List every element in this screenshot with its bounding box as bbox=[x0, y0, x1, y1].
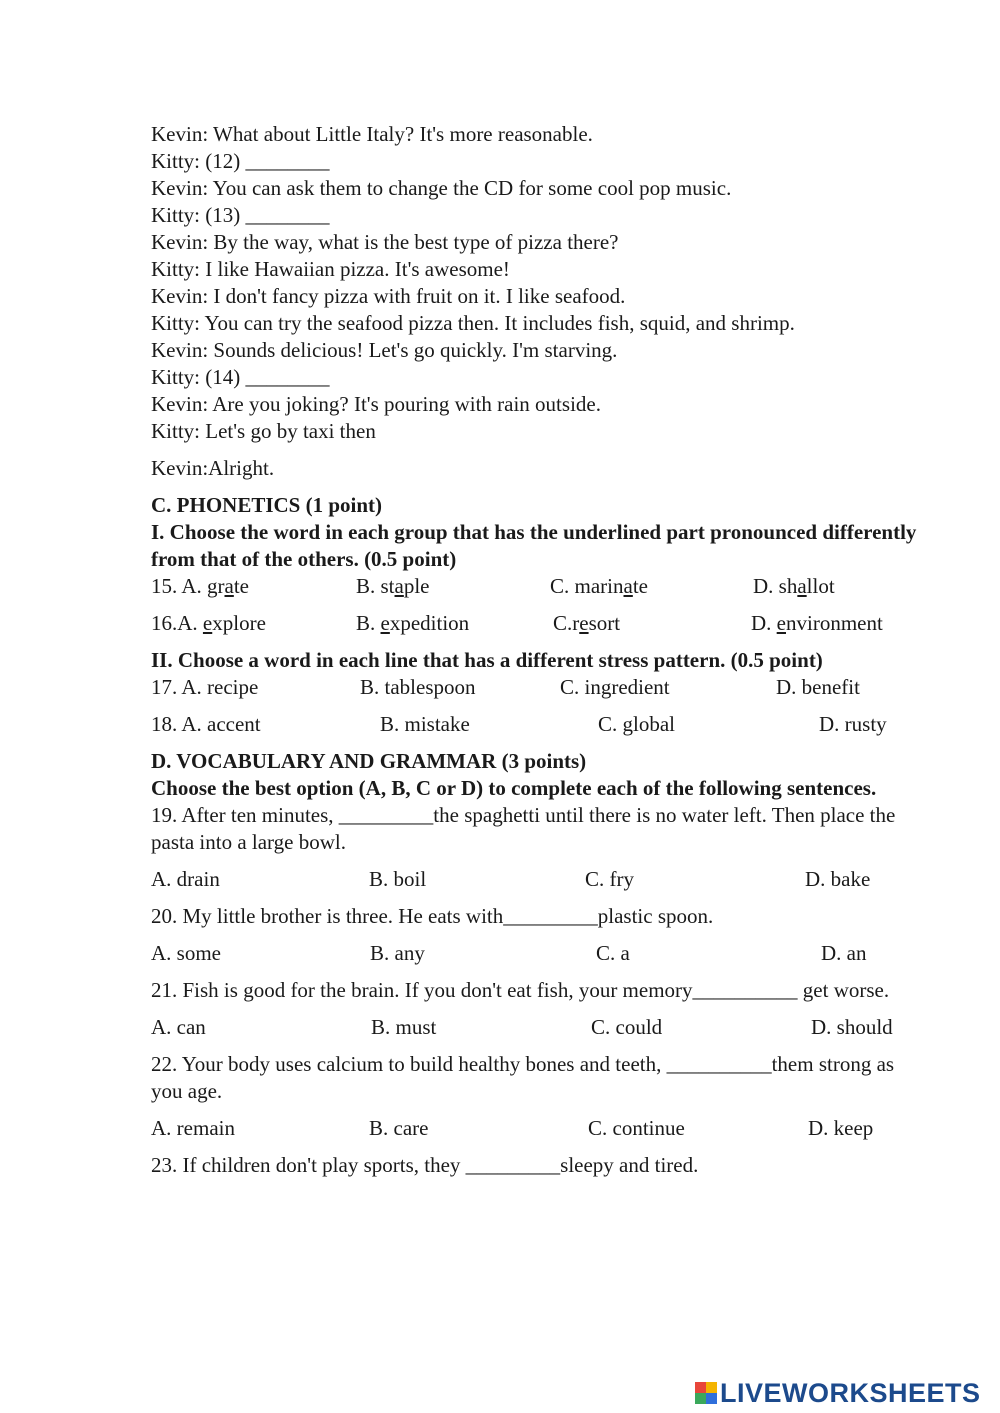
dialogue-line: Kevin: What about Little Italy? It's more reasonable. bbox=[151, 122, 593, 146]
q18-option-b[interactable]: B. mistake bbox=[380, 712, 470, 736]
question-18 bbox=[151, 711, 921, 738]
q22-option-a[interactable]: A. remain bbox=[151, 1116, 235, 1140]
q19-option-c[interactable]: C. fry bbox=[585, 867, 634, 891]
question-19-text: 19. After ten minutes, _________the spaghetti until there is no water left. Then place the pasta into a large bowl. bbox=[151, 803, 896, 854]
q20-option-b[interactable]: B. any bbox=[370, 941, 425, 965]
question-21-options bbox=[151, 1014, 921, 1041]
dialogue bbox=[151, 121, 921, 482]
q17-option-a[interactable]: 17. A. recipe bbox=[151, 675, 259, 699]
q15-option-c[interactable]: C. marinate bbox=[550, 574, 648, 598]
liveworksheets-logo[interactable] bbox=[695, 1376, 981, 1410]
question-17 bbox=[151, 674, 921, 701]
q17-option-c[interactable]: C. ingredient bbox=[560, 675, 670, 699]
q22-option-d[interactable]: D. keep bbox=[808, 1116, 874, 1140]
question-23-text: 23. If children don't play sports, they _________sleepy and tired. bbox=[151, 1153, 699, 1177]
q15-option-d[interactable]: D. shallot bbox=[753, 574, 835, 598]
q22-option-b[interactable]: B. care bbox=[369, 1116, 429, 1140]
section-d-title: D. VOCABULARY AND GRAMMAR (3 points) bbox=[151, 749, 587, 773]
q18-option-a[interactable]: 18. A. accent bbox=[151, 712, 261, 736]
phonetics-part2-title: II. Choose a word in each line that has a different stress pattern. (0.5 point) bbox=[151, 648, 823, 672]
q16-option-c[interactable]: C.resort bbox=[553, 611, 621, 635]
q22-option-c[interactable]: C. continue bbox=[588, 1116, 685, 1140]
q21-option-a[interactable]: A. can bbox=[151, 1015, 206, 1039]
liveworksheets-logo-text: LIVEWORKSHEETS bbox=[720, 1377, 981, 1408]
question-16 bbox=[151, 610, 921, 637]
q15-option-a[interactable]: 15. A. grate bbox=[151, 574, 249, 598]
q17-option-b[interactable]: B. tablespoon bbox=[360, 675, 476, 699]
question-22-text: 22. Your body uses calcium to build healthy bones and teeth, __________them strong as you age. bbox=[151, 1052, 895, 1103]
question-21-text: 21. Fish is good for the brain. If you don't eat fish, your memory__________ get worse. bbox=[151, 978, 890, 1002]
question-15 bbox=[151, 573, 921, 600]
q18-option-c[interactable]: C. global bbox=[598, 712, 675, 736]
q17-option-d[interactable]: D. benefit bbox=[776, 675, 860, 699]
grammar-instruction: Choose the best option (A, B, C or D) to complete each of the following sentences. bbox=[151, 776, 877, 800]
section-c-title: C. PHONETICS (1 point) bbox=[151, 493, 383, 517]
dialogue-line: Kitty: I like Hawaiian pizza. It's awesome! bbox=[151, 257, 510, 281]
q16-option-a[interactable]: 16.A. explore bbox=[151, 611, 266, 635]
dialogue-line: Kitty: You can try the seafood pizza then. It includes fish, squid, and shrimp. bbox=[151, 311, 795, 335]
q19-option-a[interactable]: A. drain bbox=[151, 867, 220, 891]
dialogue-line: Kitty: Let's go by taxi then bbox=[151, 419, 376, 443]
dialogue-line: Kevin: By the way, what is the best type of pizza there? bbox=[151, 230, 619, 254]
q21-option-b[interactable]: B. must bbox=[371, 1015, 437, 1039]
dialogue-line: Kevin: Sounds delicious! Let's go quickly. I'm starving. bbox=[151, 338, 618, 362]
question-22-options bbox=[151, 1115, 921, 1142]
q16-option-b[interactable]: B. expedition bbox=[356, 611, 470, 635]
logo-square-green bbox=[695, 1393, 706, 1404]
q20-option-a[interactable]: A. some bbox=[151, 941, 221, 965]
question-19-options bbox=[151, 866, 921, 893]
question-20-text: 20. My little brother is three. He eats with_________plastic spoon. bbox=[151, 904, 714, 928]
dialogue-line-blank-12[interactable]: Kitty: (12) ________ bbox=[151, 149, 330, 173]
dialogue-line: Kevin:Alright. bbox=[151, 456, 275, 480]
q15-option-b[interactable]: B. staple bbox=[356, 574, 430, 598]
q16-option-d[interactable]: D. environment bbox=[751, 611, 883, 635]
q21-option-d[interactable]: D. should bbox=[811, 1015, 893, 1039]
q20-option-c[interactable]: C. a bbox=[596, 941, 630, 965]
liveworksheets-logo-icon bbox=[695, 1382, 717, 1404]
dialogue-line: Kevin: Are you joking? It's pouring with rain outside. bbox=[151, 392, 601, 416]
q19-option-d[interactable]: D. bake bbox=[805, 867, 871, 891]
dialogue-line: Kevin: I don't fancy pizza with fruit on it. I like seafood. bbox=[151, 284, 626, 308]
q19-option-b[interactable]: B. boil bbox=[369, 867, 427, 891]
q20-option-d[interactable]: D. an bbox=[821, 941, 867, 965]
logo-square-yellow bbox=[706, 1382, 717, 1393]
dialogue-line-blank-14[interactable]: Kitty: (14) ________ bbox=[151, 365, 330, 389]
logo-square-blue bbox=[706, 1393, 717, 1404]
dialogue-line-blank-13[interactable]: Kitty: (13) ________ bbox=[151, 203, 330, 227]
logo-square-red bbox=[695, 1382, 706, 1393]
q18-option-d[interactable]: D. rusty bbox=[819, 712, 887, 736]
phonetics-part1-title: I. Choose the word in each group that has the underlined part pronounced differently from that of the others. (0.5 point) bbox=[151, 520, 917, 571]
q21-option-c[interactable]: C. could bbox=[591, 1015, 663, 1039]
question-20-options bbox=[151, 940, 921, 967]
worksheet-page bbox=[151, 121, 921, 1179]
dialogue-line: Kevin: You can ask them to change the CD for some cool pop music. bbox=[151, 176, 732, 200]
